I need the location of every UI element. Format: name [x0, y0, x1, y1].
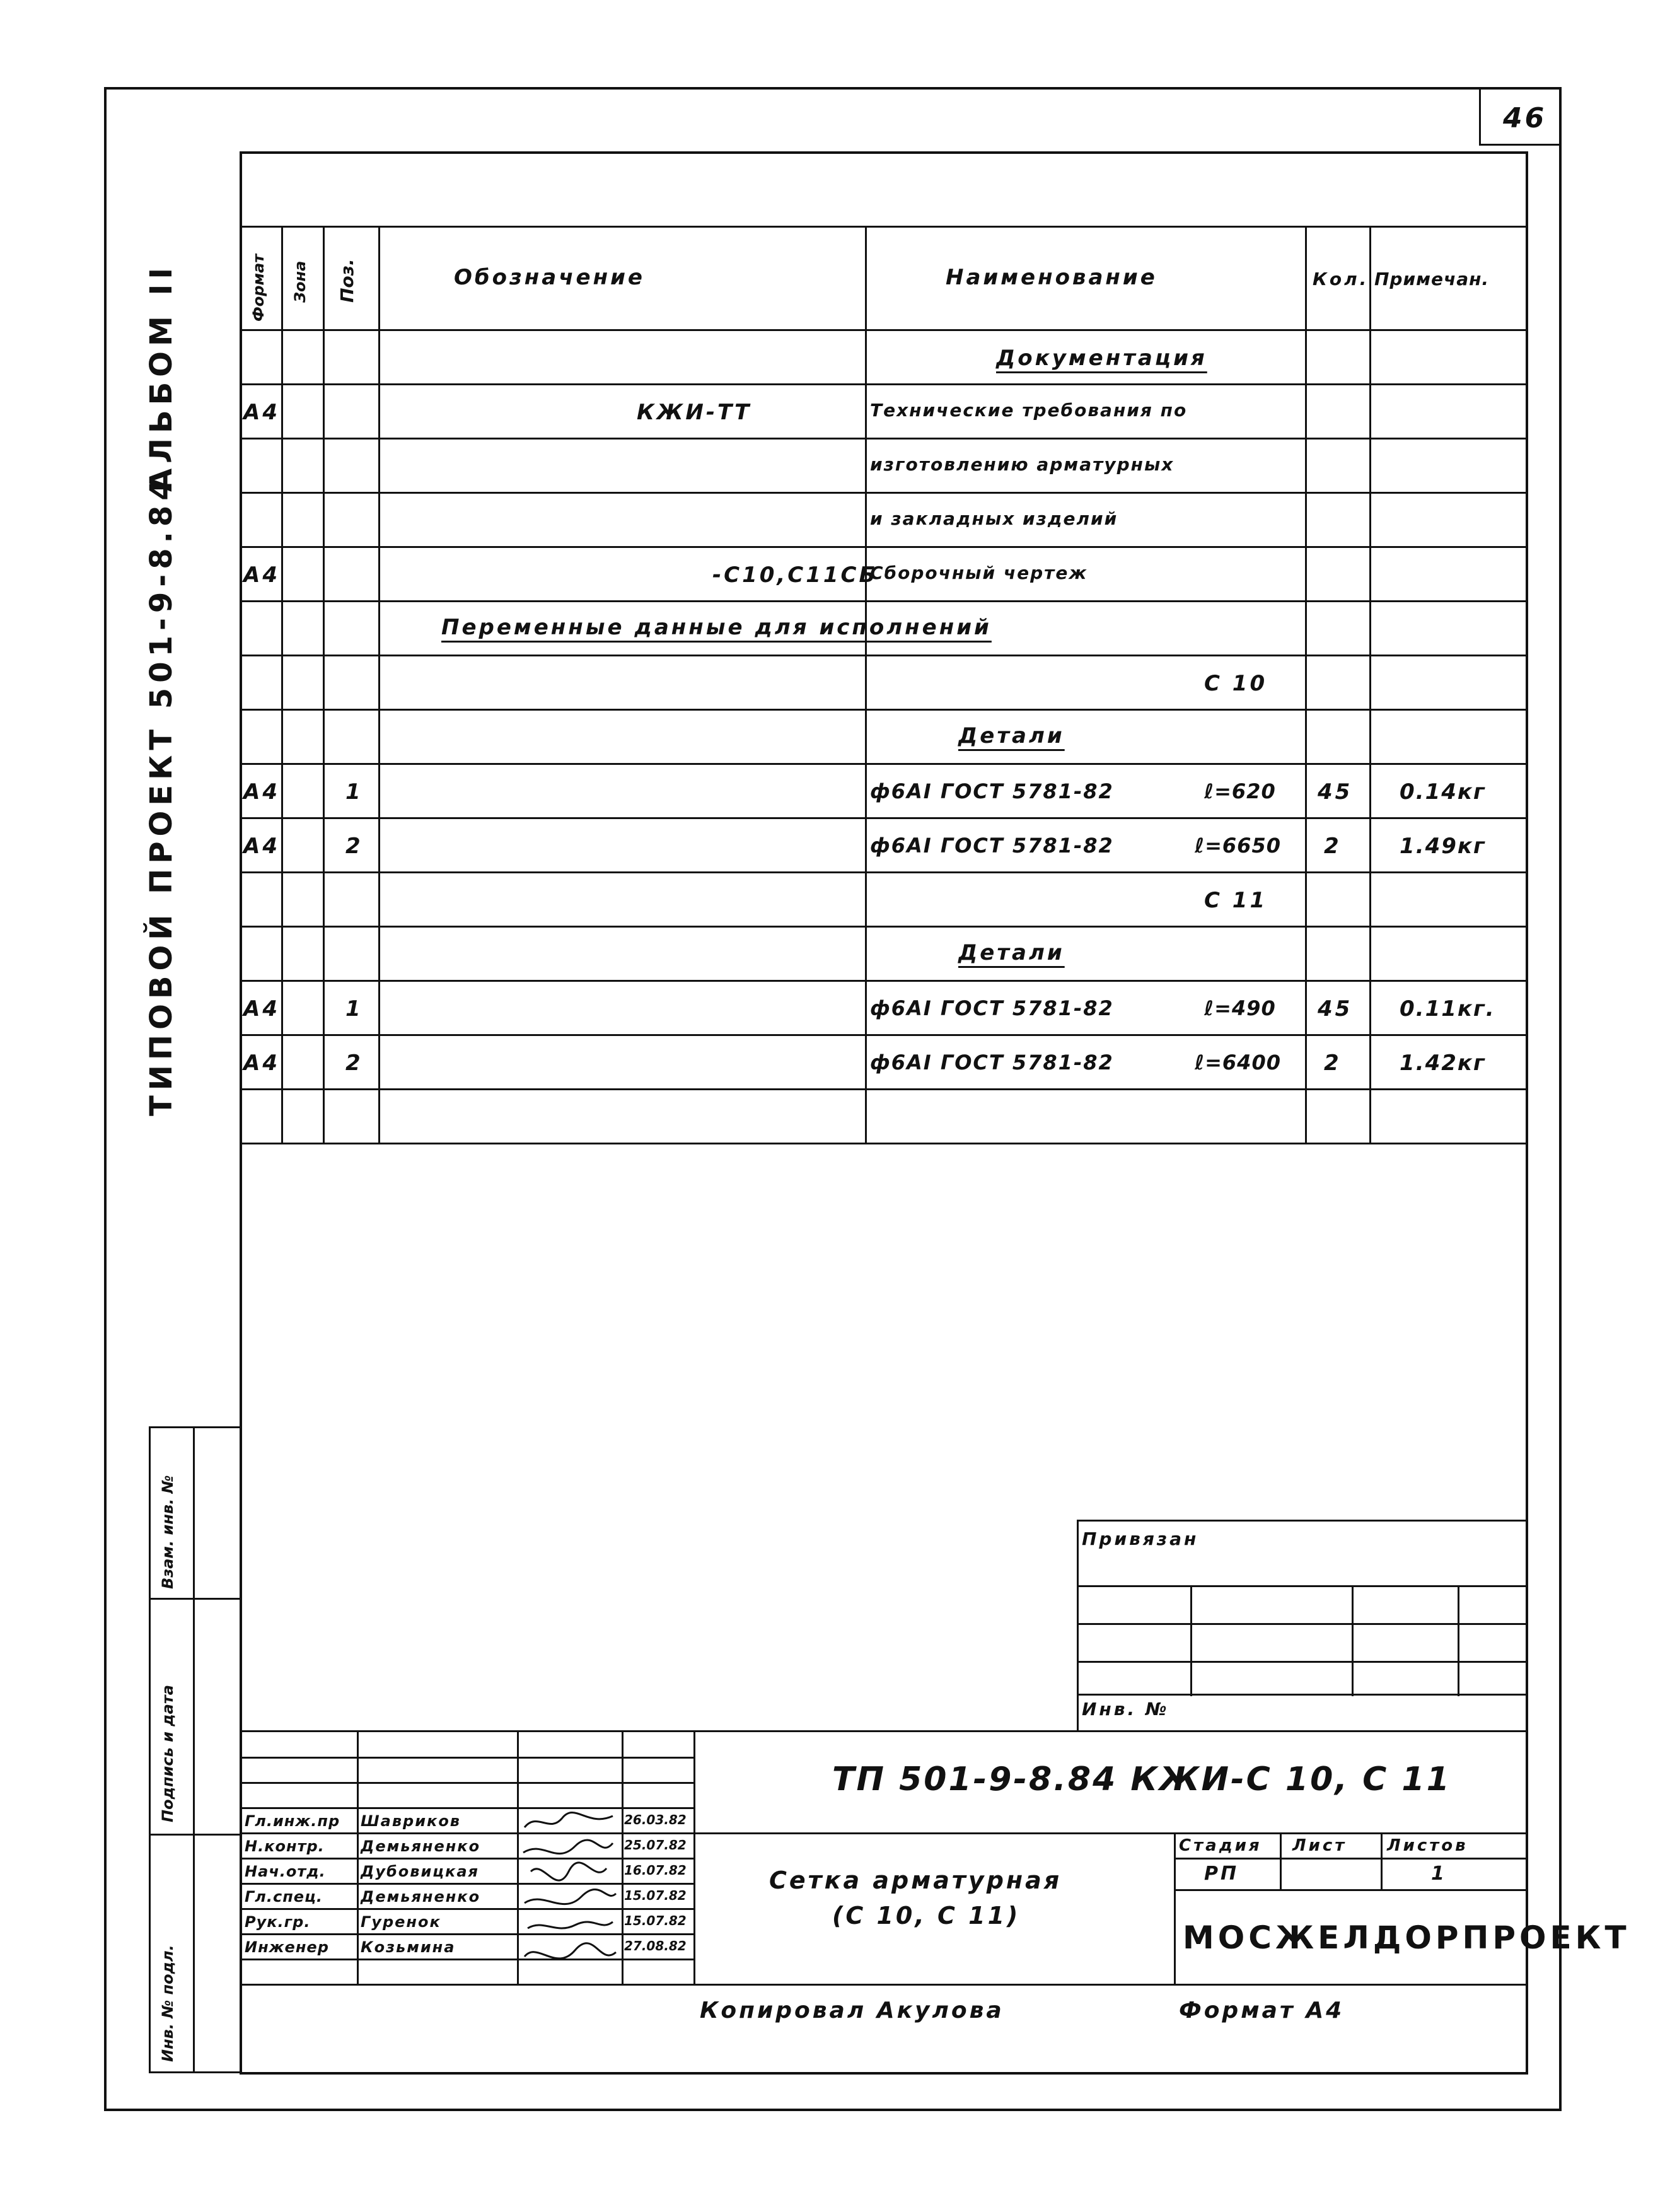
sheet-format: Формат А4	[1179, 1998, 1345, 2023]
variable-data-heading: Переменные данные для исполнений	[441, 615, 992, 640]
row7-length: ℓ=490	[1204, 996, 1276, 1020]
row7-pos: 1	[345, 996, 363, 1022]
row5-qty: 45	[1318, 779, 1353, 805]
signer-name: Гуренок	[361, 1913, 441, 1931]
header-format: Формат	[250, 253, 267, 322]
signer-date: 15.07.82	[624, 1913, 687, 1928]
item-name-line2: (С 10, С 11)	[832, 1902, 1021, 1930]
organization-name: МОСЖЕЛДОРПРОЕКТ	[1183, 1919, 1630, 1956]
row8-name: ф6АI ГОСТ 5781-82	[870, 1051, 1114, 1074]
row7-name: ф6АI ГОСТ 5781-82	[870, 996, 1114, 1020]
signer-role: Н.контр.	[245, 1837, 325, 1855]
signer-name: Демьяненко	[361, 1888, 481, 1906]
binding-title: Привязан	[1082, 1528, 1199, 1549]
row5-note: 0.14кг	[1400, 779, 1486, 805]
sheet-number: 46	[1503, 102, 1547, 134]
side-title-album: АЛЬБОМ II	[144, 262, 179, 492]
documentation-heading: Документация	[996, 346, 1207, 371]
row7-note: 0.11кг.	[1400, 996, 1495, 1022]
row6-format: А4	[243, 834, 280, 859]
signer-role: Гл.спец.	[245, 1888, 323, 1906]
signer-date: 16.07.82	[624, 1863, 687, 1878]
row7-qty: 45	[1318, 996, 1353, 1022]
signer-date: 26.03.82	[624, 1812, 687, 1827]
c10-label: С 10	[1204, 671, 1268, 696]
sheets-value: 1	[1431, 1863, 1447, 1885]
row5-pos: 1	[345, 779, 363, 805]
header-designation: Обозначение	[454, 265, 645, 290]
signer-name: Козьмина	[361, 1938, 456, 1956]
signer-name: Шавриков	[361, 1812, 461, 1830]
header-note: Примечан.	[1374, 269, 1490, 289]
row6-qty: 2	[1324, 834, 1342, 859]
row3-name: и закладных изделий	[870, 508, 1118, 529]
sheet-number-underline	[1479, 144, 1562, 146]
binding-inv: Инв. №	[1082, 1699, 1169, 1720]
row5-name: ф6АI ГОСТ 5781-82	[870, 779, 1114, 803]
side-title-project: ТИПОВОЙ ПРОЕКТ 501-9-8.84	[144, 474, 179, 1116]
stage-label: Стадия	[1179, 1836, 1262, 1855]
sheet-number-divider	[1479, 87, 1481, 145]
signer-date: 25.07.82	[624, 1837, 687, 1853]
signer-role: Рук.гр.	[245, 1913, 311, 1931]
signer-date: 27.08.82	[624, 1938, 687, 1953]
document-code: ТП 501-9-8.84 КЖИ-С 10, С 11	[832, 1761, 1451, 1798]
row7-format: А4	[243, 996, 280, 1022]
header-name: Наименование	[946, 265, 1157, 290]
header-qty: Кол.	[1313, 269, 1369, 289]
signer-role: Инженер	[245, 1938, 329, 1956]
signer-date: 15.07.82	[624, 1888, 687, 1903]
signer-name: Дубовицкая	[361, 1863, 479, 1880]
row4-format: А4	[243, 562, 280, 588]
header-pos: Поз.	[337, 259, 357, 303]
signer-role: Нач.отд.	[245, 1863, 326, 1880]
stage-value: РП	[1204, 1863, 1239, 1885]
copied-by: Копировал Акулова	[700, 1998, 1004, 2023]
signatures-scribble	[518, 1808, 620, 1985]
row5-length: ℓ=620	[1204, 779, 1276, 803]
signer-name: Демьяненко	[361, 1837, 481, 1855]
row6-name: ф6АI ГОСТ 5781-82	[870, 834, 1114, 858]
row6-note: 1.49кг	[1400, 834, 1486, 859]
row1-name: Технические требования по	[870, 400, 1188, 421]
header-zone: Зона	[291, 260, 309, 303]
details-heading-c11: Детали	[958, 940, 1065, 965]
sheet-label: Лист	[1292, 1836, 1347, 1855]
row6-pos: 2	[345, 834, 363, 859]
row5-format: А4	[243, 779, 280, 805]
signer-role: Гл.инж.пр	[245, 1812, 340, 1830]
row6-length: ℓ=6650	[1195, 834, 1281, 858]
sheets-label: Листов	[1387, 1836, 1468, 1855]
row4-designation: -С10,С11СБ	[712, 562, 878, 588]
item-name-line1: Сетка арматурная	[769, 1866, 1062, 1894]
row8-qty: 2	[1324, 1051, 1342, 1076]
stamp-inv-podl: Инв. № подл.	[159, 1945, 177, 2062]
stamp-podpis-data: Подпись и дата	[159, 1685, 177, 1822]
row8-pos: 2	[345, 1051, 363, 1076]
row8-length: ℓ=6400	[1195, 1051, 1281, 1074]
row8-format: А4	[243, 1051, 280, 1076]
details-heading-c10: Детали	[958, 723, 1065, 748]
stamp-vzam-inv: Взам. инв. №	[159, 1475, 177, 1589]
row8-note: 1.42кг	[1400, 1051, 1486, 1076]
row2-name: изготовлению арматурных	[870, 454, 1174, 475]
row4-name: Сборочный чертеж	[870, 562, 1088, 583]
row1-format: А4	[243, 400, 280, 425]
row1-designation: КЖИ-ТТ	[637, 400, 752, 425]
c11-label: С 11	[1204, 888, 1268, 913]
